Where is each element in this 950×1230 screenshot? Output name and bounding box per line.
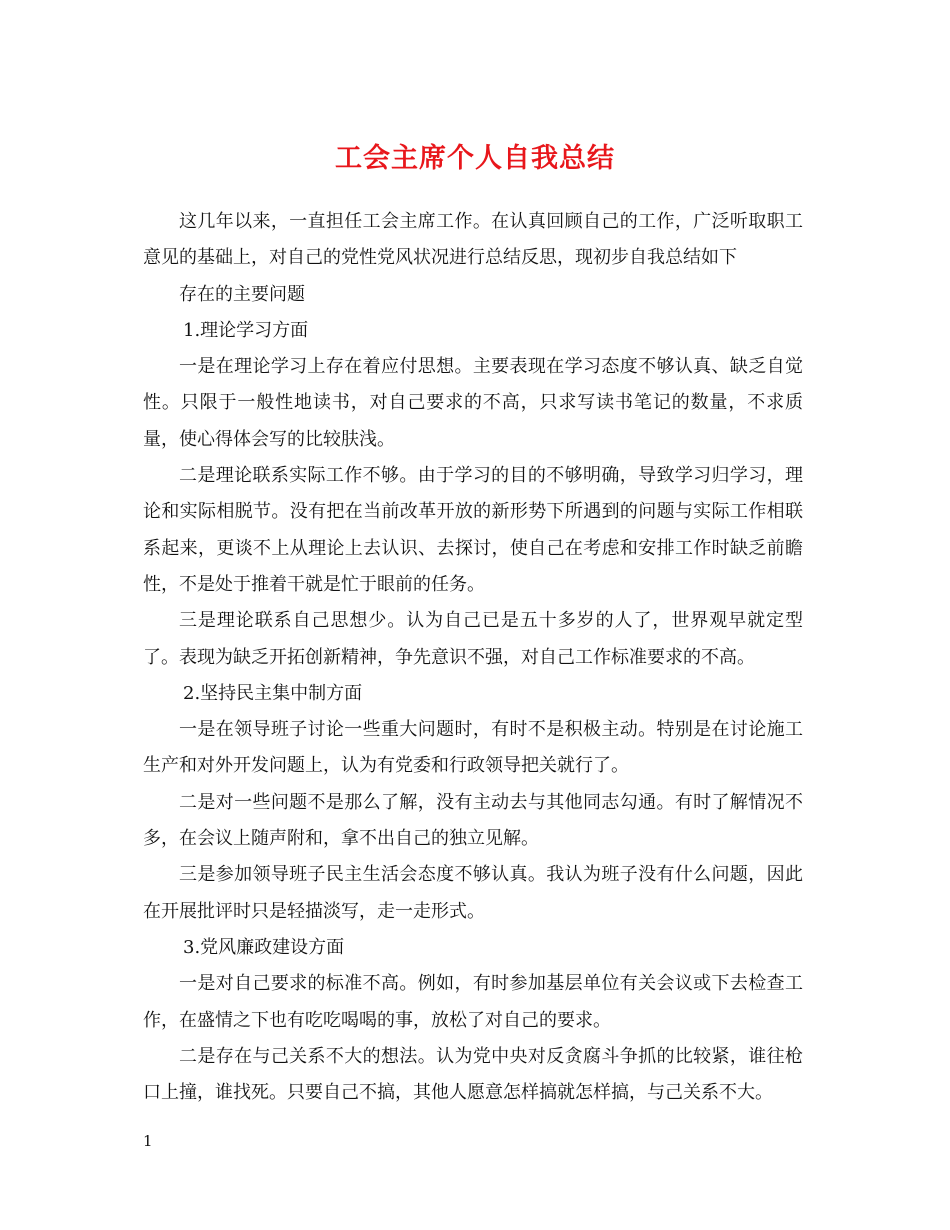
paragraph-theory-2: 二是理论联系实际工作不够。由于学习的目的不够明确，导致学习归学习，理论和实际相脱节。没有把在当前改革开放的新形势下所遇到的问题与实际工作相联系起来，更谈不上从理论上去认识、去探讨，使自己在考虑和安排工作时缺乏前瞻性，不是处于推着干就是忙于眼前的任务。 [143, 465, 803, 595]
document-title: 工会主席个人自我总结 [335, 143, 615, 174]
subheading-theory-study: 1.理论学习方面 [183, 319, 309, 341]
subheading-integrity: 3.党风廉政建设方面 [183, 936, 345, 958]
page-number: 1 [143, 1132, 153, 1150]
paragraph-integrity-1: 一是对自己要求的标准不高。例如，有时参加基层单位有关会议或下去检查工作，在盛情之下也有吃吃喝喝的事，放松了对自己的要求。 [143, 973, 803, 1031]
section-heading-main-problems: 存在的主要问题 [179, 283, 305, 305]
paragraph-democracy-3: 三是参加领导班子民主生活会态度不够认真。我认为班子没有什么问题，因此在开展批评时只是轻描淡写，走一走形式。 [143, 864, 803, 922]
subheading-democratic-centralism: 2.坚持民主集中制方面 [183, 682, 363, 704]
paragraph-theory-3: 三是理论联系自己思想少。认为自己已是五十多岁的人了，世界观早就定型了。表现为缺乏开拓创新精神，争先意识不强，对自己工作标准要求的不高。 [143, 610, 803, 668]
document-body [143, 204, 803, 1111]
paragraph-democracy-2: 二是对一些问题不是那么了解，没有主动去与其他同志勾通。有时了解情况不多，在会议上随声附和，拿不出自己的独立见解。 [143, 791, 803, 850]
intro-paragraph: 这几年以来，一直担任工会主席工作。在认真回顾自己的工作，广泛听取职工意见的基础上，对自己的党性党风状况进行总结反思，现初步自我总结如下 [143, 211, 803, 269]
paragraph-democracy-1: 一是在领导班子讨论一些重大问题时，有时不是积极主动。特别是在讨论施工生产和对外开发问题上，认为有党委和行政领导把关就行了。 [143, 719, 803, 777]
paragraph-integrity-2: 二是存在与己关系不大的想法。认为党中央对反贪腐斗争抓的比较紧，谁往枪口上撞，谁找死。只要自己不搞，其他人愿意怎样搞就怎样搞，与己关系不大。 [143, 1045, 803, 1104]
paragraph-theory-1: 一是在理论学习上存在着应付思想。主要表现在学习态度不够认真、缺乏自觉性。只限于一般性地读书，对自己要求的不高，只求写读书笔记的数量，不求质量，使心得体会写的比较肤浅。 [143, 356, 803, 450]
